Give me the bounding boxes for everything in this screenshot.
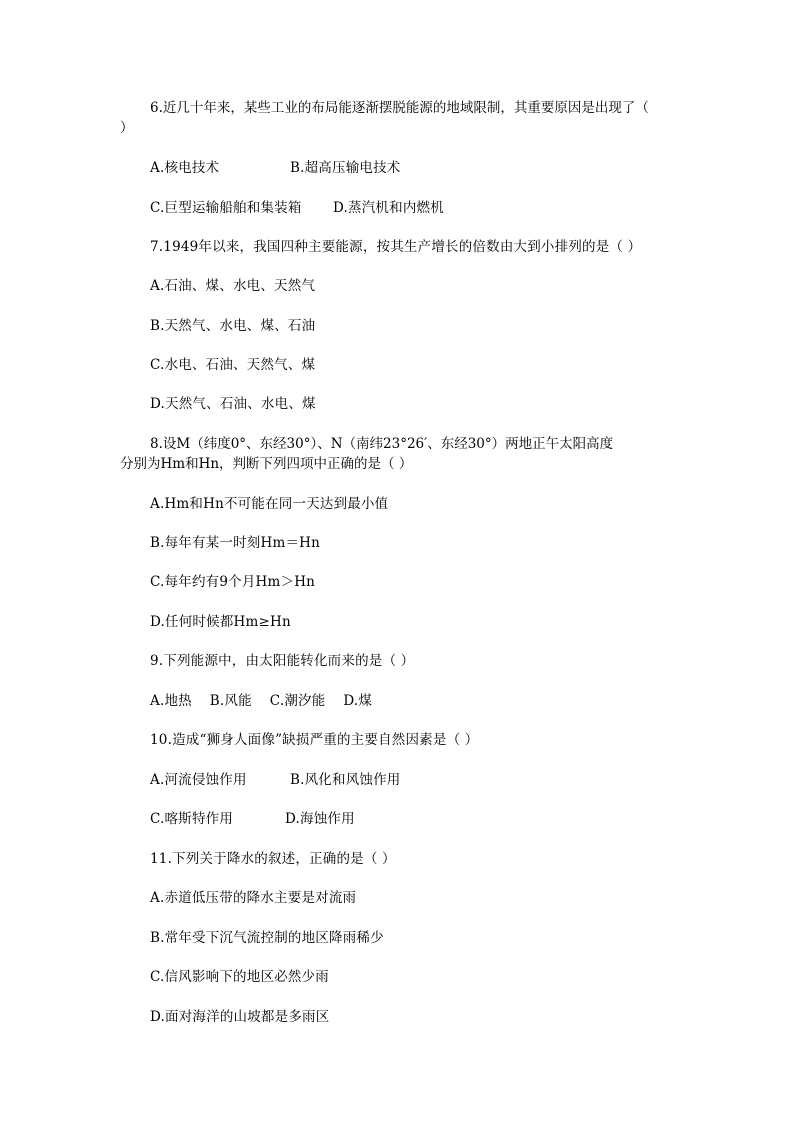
q7-stem: 7.1949年以来，我国四种主要能源，按其生产增长的倍数由大到小排列的是（ ） (150, 239, 642, 255)
q10-option-a: A.河流侵蚀作用 (150, 772, 247, 788)
q9-stem: 9.下列能源中，由太阳能转化而来的是（ ） (150, 653, 415, 669)
q7-option-a: A.石油、煤、水电、天然气 (150, 278, 316, 294)
q7-option-c: C.水电、石油、天然气、煤 (150, 357, 316, 373)
q10-option-c: C.喀斯特作用 (150, 811, 234, 827)
q11-option-a: A.赤道低压带的降水主要是对流雨 (150, 890, 357, 906)
q11-option-d: D.面对海洋的山坡都是多雨区 (150, 1009, 330, 1025)
q11-option-b: B.常年受下沉气流控制的地区降雨稀少 (150, 930, 384, 946)
q6-stem-line2: ） (120, 120, 134, 136)
q8-option-a: A.Hm和Hn不可能在同一天达到最小值 (150, 496, 389, 512)
q8-option-b: B.每年有某一时刻Hm＝Hn (150, 535, 321, 551)
q7-option-d: D.天然气、石油、水电、煤 (150, 396, 316, 412)
q11-stem: 11.下列关于降水的叙述，正确的是（ ） (150, 851, 396, 867)
q10-option-d: D.海蚀作用 (285, 811, 355, 827)
q6-option-c: C.巨型运输船舶和集装箱 (150, 200, 302, 216)
q10-option-b: B.风化和风蚀作用 (290, 772, 401, 788)
q7-option-b: B.天然气、水电、煤、石油 (150, 318, 316, 334)
q8-option-d: D.任何时候都Hm≥Hn (150, 614, 291, 630)
q8-stem-line1: 8.设M（纬度0°、东经30°）、N（南纬23°26′、东经30°）两地正午太阳高度 (150, 436, 614, 452)
q10-stem: 10.造成“狮身人面像”缺损严重的主要自然因素是（ ） (150, 732, 479, 748)
q6-option-a: A.核电技术 (150, 160, 220, 176)
q9-options: A.地热 B.风能 C.潮汐能 D.煤 (150, 693, 373, 709)
q6-option-b: B.超高压输电技术 (290, 160, 401, 176)
q6-option-d: D.蒸汽机和内燃机 (333, 200, 444, 216)
q6-stem-line1: 6.近几十年来，某些工业的布局能逐渐摆脱能源的地域限制，其重要原因是出现了（ (150, 100, 649, 116)
q8-option-c: C.每年约有9个月Hm＞Hn (150, 574, 316, 590)
q11-option-c: C.信风影响下的地区必然少雨 (150, 969, 329, 985)
q8-stem-line2: 分别为Hm和Hn，判断下列四项中正确的是（ ） (120, 456, 413, 472)
